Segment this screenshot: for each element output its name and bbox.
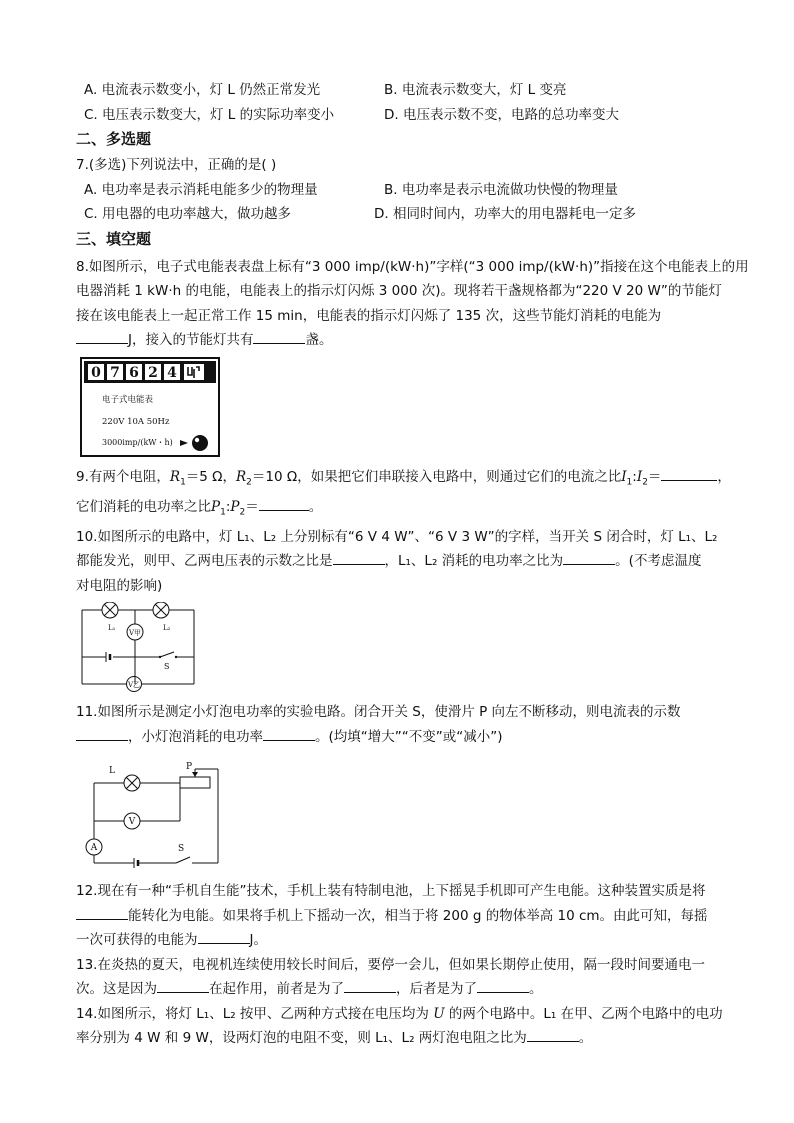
- r2-symbol: R: [236, 468, 247, 485]
- q10-circuit-diagram: [80, 602, 210, 692]
- q9-text-2: ＝5 Ω，: [185, 468, 236, 485]
- indicator-lamp-icon: [192, 435, 208, 451]
- q8-blank-energy[interactable]: [76, 329, 128, 344]
- q10-blank-voltage-ratio[interactable]: [333, 550, 385, 565]
- q10-circuit-figure: [80, 602, 726, 696]
- q12-text-1: 能转化为电能。如果将手机上下摇动一次，相当于将 200 g 的物体举高 10 cm。由此可知，每摇: [128, 907, 708, 924]
- q8-line4-text-a: J，接入的节能灯共有: [128, 332, 254, 348]
- q10-label-l2: L₂: [163, 624, 171, 633]
- q7-option-d: D. 相同时间内，功率大的用电器耗电一定多: [374, 206, 636, 222]
- q10-blank-power-ratio[interactable]: [563, 550, 615, 565]
- q10: [76, 525, 726, 599]
- q9-line1: 9.有两个电阻，$R_1=5$ Ω，$R_2=10$ Ω，如果把它们串联接入电路中，则通过它们的电流之比$I_1:I_2=$ ，: [76, 465, 726, 495]
- q9-blank-current-ratio[interactable]: [661, 466, 717, 481]
- q9-text-4: ＝: [647, 468, 662, 485]
- q11-text-1: ，小灯泡消耗的电功率: [128, 728, 263, 745]
- q10-label-l1: L₁: [108, 624, 116, 633]
- q14-blank-resistance-ratio[interactable]: [527, 1027, 579, 1042]
- q11-ammeter-label: A: [90, 843, 98, 854]
- q11-text-2: 。(均填“增大”“不变”或“减小”): [315, 728, 503, 745]
- meter-digit-1: 0: [91, 364, 101, 381]
- q13: [76, 953, 726, 1002]
- q12-line2: [76, 904, 726, 929]
- q13-line1: 13.在炎热的夏天，电视机连续使用较长时间后，要停一会儿，但如果长期停止使用，隔一段时间要通电一: [76, 956, 705, 973]
- i-ratio-symbol: I: [621, 468, 627, 485]
- exam-page: [76, 78, 749, 1051]
- q11-line1: 11.如图所示是测定小灯泡电功率的实验电路。闭合开关 S，使滑片 P 向左不断移动，则电流表的示数: [76, 704, 681, 721]
- q9-blank-power-ratio[interactable]: [259, 496, 309, 511]
- q9-text-7: ＝: [245, 498, 259, 515]
- q14-text-1: 14.如图所示，将灯 L₁、L₂ 按甲、乙两种方式接在电压均为: [76, 1005, 434, 1022]
- q7-options-row1: [76, 178, 726, 203]
- q6-option-b: B. 电流表示数变大，灯 L 变亮: [384, 82, 567, 98]
- q14-line1: [76, 1002, 726, 1027]
- q11-circuit-figure: [80, 753, 726, 875]
- q9-text-6: 它们消耗的电功率之比: [76, 498, 211, 515]
- q14-voltage-symbol: U: [433, 1005, 445, 1022]
- q9-text-3: ＝10 Ω，如果把它们串联接入电路中，则通过它们的电流之比: [251, 468, 622, 485]
- q13-blank-former[interactable]: [344, 978, 396, 993]
- q14-text-4: 。: [578, 1030, 593, 1047]
- q10-line2: [76, 549, 726, 574]
- q10-line1: 10.如图所示的电路中，灯 L₁、L₂ 上分别标有“6 V 4 W”、“6 V 3 W”的字样，当开关 S 闭合时，灯 L₁、L₂: [76, 528, 718, 545]
- q6-options-row1: [76, 78, 726, 103]
- q11: [76, 700, 726, 749]
- q10-voltmeter-jia-label: V甲: [128, 629, 142, 638]
- q6-option-c: C. 电压表示数变大，灯 L 的实际功率变小: [84, 106, 335, 123]
- q11-blank-power[interactable]: [263, 726, 315, 741]
- q12-line3: [76, 928, 726, 953]
- q11-slider-label: P: [186, 762, 193, 773]
- q12-blank-energy-value[interactable]: [198, 929, 250, 944]
- q6-options-row2: [76, 103, 726, 128]
- q8: [76, 255, 749, 353]
- q10-voltmeter-yi-label: V乙: [127, 681, 141, 690]
- q9-text-5: ，: [717, 468, 731, 485]
- meter-digit-3: 6: [129, 364, 139, 381]
- slider-arrow-icon: [192, 772, 198, 777]
- q14: [76, 1002, 726, 1051]
- section-multi-choice-heading: 二、多选题: [76, 130, 152, 148]
- q14-text-2: 的两个电路中。L₁ 在甲、乙两个电路中的电功: [444, 1005, 723, 1022]
- i2-symbol: I: [636, 468, 643, 485]
- q14-line2: [76, 1026, 726, 1051]
- meter-title: 电子式电能表: [102, 394, 154, 405]
- q11-switch-label: S: [178, 844, 185, 855]
- q10-text-2: ，L₁、L₂ 消耗的电功率之比为: [384, 553, 564, 570]
- q9-text-8: 。: [308, 498, 323, 515]
- meter-digit-5: 4: [167, 364, 177, 381]
- q11-line2: [76, 725, 726, 750]
- q9-line2: 它们消耗的电功率之比$P_1:P_2=$ 。: [76, 495, 726, 525]
- meter-spec: 220V 10A 50Hz: [102, 416, 170, 427]
- r1-symbol: R: [169, 468, 181, 485]
- q8-line1: 8.如图所示，电子式电能表表盘上标有“3 000 imp/(kW·h)”字样(“3 000 imp/(kW·h)”指接在这个电能表上的用: [76, 258, 749, 275]
- q7-option-c: C. 用电器的电功率越大，做功越多: [84, 206, 292, 222]
- q13-text-4: 。: [529, 981, 543, 998]
- q7-option-b: B. 电功率是表示电流做功快慢的物理量: [384, 181, 618, 198]
- q8-line2: 电器消耗 1 kW·h 的电能，电能表上的指示灯闪烁 3 000 次)。现将若干盏规格都为“220 V 20 W”的节能灯: [76, 283, 722, 299]
- q12: [76, 879, 726, 953]
- q12-text-2: 一次可获得的电能为: [76, 932, 198, 949]
- q12-text-3: J。: [249, 932, 267, 949]
- q13-blank-effect[interactable]: [157, 978, 209, 993]
- q11-circuit-diagram: [80, 753, 230, 871]
- q7-options-row2: [76, 202, 726, 227]
- q10-switch-label: S: [164, 662, 170, 672]
- q10-text-1: 都能发光，则甲、乙两电压表的示数之比是: [76, 553, 333, 570]
- q12-blank-energy-form[interactable]: [76, 905, 128, 920]
- q7-stem: 7.(多选)下列说法中，正确的是( ): [76, 157, 277, 173]
- q8-line4: [76, 328, 726, 353]
- q11-blank-current[interactable]: [76, 726, 128, 741]
- q8-blank-count[interactable]: [253, 329, 305, 344]
- q10-line3: 对电阻的影响): [76, 577, 163, 594]
- q12-line1: 12.现在有一种“手机自生能”技术，手机上装有特制电池，上下摇晃手机即可产生电能。这种装置实质是将: [76, 883, 706, 900]
- q13-line2: [76, 977, 726, 1002]
- p1-symbol: P: [211, 498, 221, 515]
- q8-line3: 接在该电能表上一起正常工作 15 min，电能表的指示灯闪烁了 135 次，这些节能灯消耗的电能为: [76, 307, 662, 324]
- q14-text-3: 率分别为 4 W 和 9 W，设两灯泡的电阻不变，则 L₁、L₂ 两灯泡电阻之比为: [76, 1030, 527, 1047]
- q13-blank-latter[interactable]: [477, 978, 529, 993]
- q7-option-a: A. 电功率是表示消耗电能多少的物理量: [84, 181, 318, 198]
- energy-meter-figure: [80, 357, 726, 461]
- p2-symbol: P: [230, 498, 240, 515]
- q13-text-2: 在起作用，前者是为了: [209, 981, 344, 998]
- q9-text-1: 9.有两个电阻，: [76, 468, 170, 485]
- q11-voltmeter-label: V: [128, 817, 136, 828]
- meter-digit-4: 2: [148, 364, 158, 381]
- q13-text-1: 次。这是因为: [76, 981, 157, 998]
- q9: [76, 465, 731, 525]
- q10-text-3: 。(不考虑温度: [615, 553, 702, 570]
- meter-imp-label: 3000imp/(kW・h): [102, 437, 173, 447]
- meter-digit-2: 7: [110, 364, 120, 381]
- q8-line4-text-b: 盏。: [305, 332, 333, 348]
- energy-meter-diagram: [80, 357, 220, 457]
- q13-text-3: ，后者是为了: [396, 981, 477, 998]
- q6-option-d: D. 电压表示数不变，电路的总功率变大: [384, 106, 619, 123]
- q11-lamp-label: L: [109, 766, 115, 777]
- q6-option-a: A. 电流表示数变小，灯 L 仍然正常发光: [84, 82, 321, 98]
- section-fill-blank-heading: 三、填空题: [76, 229, 152, 248]
